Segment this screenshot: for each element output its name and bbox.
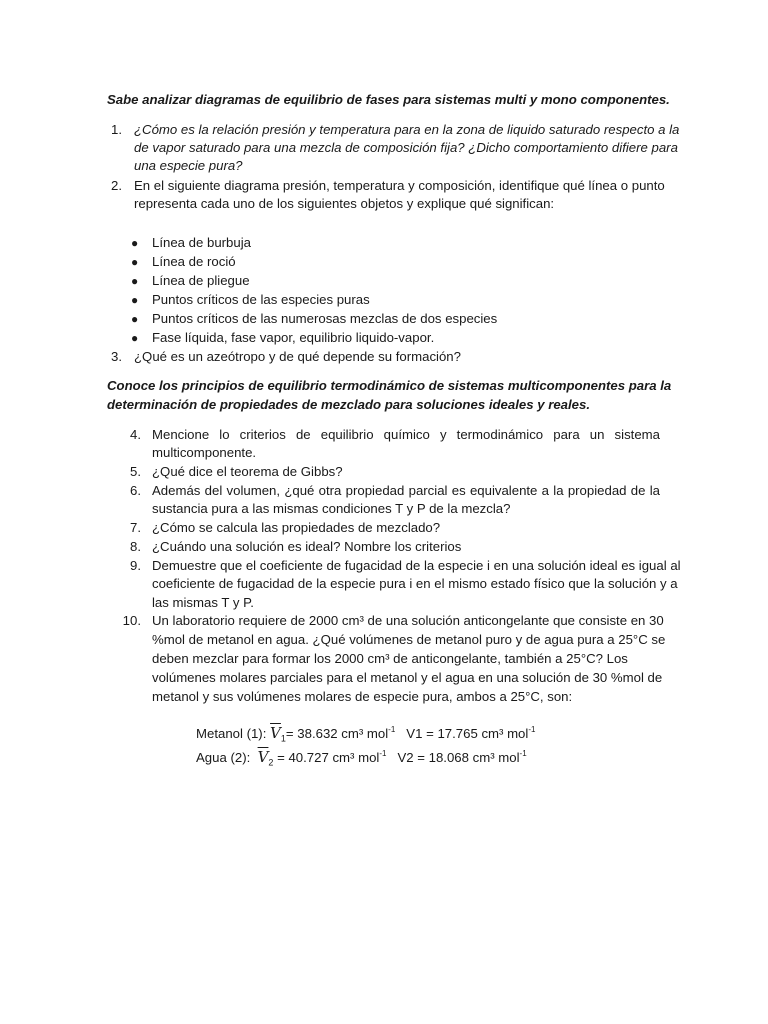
question-4-line: multicomponente.	[152, 445, 257, 460]
question-1-line: ¿Cómo es la relación presión y temperatura para en la zona de liquido saturado respecto a la	[134, 122, 680, 137]
unit-exponent: -1	[519, 749, 527, 758]
pure-molar-volume-value: V2 = 18.068 cm³ mol	[397, 750, 520, 765]
question-number: 8.	[130, 539, 141, 554]
question-number: 6.	[130, 483, 141, 498]
unit-exponent: -1	[388, 725, 396, 734]
bullet-icon: ●	[131, 255, 139, 269]
bullet-icon: ●	[131, 274, 139, 288]
bullet-item: Puntos críticos de las numerosas mezclas de dos especies	[152, 311, 498, 326]
question-5-text: ¿Qué dice el teorema de Gibbs?	[152, 464, 343, 479]
question-number: 4.	[130, 427, 141, 442]
pure-molar-volume-value: V1 = 17.765 cm³ mol	[406, 726, 529, 741]
partial-molar-volume-symbol: $\overline{V}$	[270, 724, 281, 742]
question-number: 10.	[122, 613, 141, 628]
partial-molar-volume-symbol: $\overline{V}$	[257, 748, 269, 766]
row-label: Agua (2):	[196, 750, 251, 765]
question-number: 3.	[111, 349, 122, 364]
question-4-line: Mencione lo criterios de equilibrio químico y termodinámico para un sistema	[152, 427, 660, 442]
question-1-line: de vapor saturado para una mezcla de composición fija? ¿Dicho comportamiento difiere para	[134, 140, 678, 155]
question-number: 2.	[111, 178, 122, 193]
bullet-item: Puntos críticos de las especies puras	[152, 292, 370, 307]
question-number: 7.	[130, 520, 141, 535]
row-label: Metanol (1):	[196, 726, 267, 741]
bullet-item: Línea de roció	[152, 254, 236, 269]
question-10-line: Un laboratorio requiere de 2000 cm³ de una solución anticongelante que consiste en 30	[152, 613, 664, 628]
bullet-icon: ●	[131, 331, 139, 345]
section-heading-2: determinación de propiedades de mezclado para soluciones ideales y reales.	[107, 397, 590, 412]
question-9-line: las mismas T y P.	[152, 595, 254, 610]
question-7-text: ¿Cómo se calcula las propiedades de mezclado?	[152, 520, 441, 535]
bullet-item: Línea de pliegue	[152, 273, 250, 288]
question-2-line: En el siguiente diagrama presión, temperatura y composición, identifique qué línea o punto	[134, 178, 665, 193]
question-number: 9.	[130, 558, 141, 573]
question-6-line: sustancia pura a las mismas condiciones T y P de la mezcla?	[152, 501, 511, 516]
molar-volume-row-methanol	[196, 724, 535, 748]
question-10-line: %mol de metanol en agua. ¿Qué volúmenes de metanol puro y de agua pura a 25°C se	[152, 632, 666, 647]
question-10-line: deben mezclar para formar los 2000 cm³ de anticongelante, también a 25°C? Los	[152, 651, 628, 666]
unit-exponent: -1	[528, 725, 536, 734]
question-number: 5.	[130, 464, 141, 479]
question-number: 1.	[111, 122, 122, 137]
molar-volume-row-water	[196, 748, 527, 772]
bullet-icon: ●	[131, 236, 139, 250]
unit-exponent: -1	[379, 749, 387, 758]
bullet-icon: ●	[131, 293, 139, 307]
question-8-text: ¿Cuándo una solución es ideal? Nombre los criterios	[152, 539, 462, 554]
question-10-line: volúmenes molares parciales para el metanol y el agua en una solución de 30 %mol de	[152, 670, 663, 685]
bullet-icon: ●	[131, 312, 139, 326]
partial-molar-volume-value: = 40.727 cm³ mol	[273, 750, 380, 765]
question-6-line: Además del volumen, ¿qué otra propiedad parcial es equivalente a la propiedad de la	[152, 483, 660, 498]
question-3-text: ¿Qué es un azeótropo y de qué depende su formación?	[134, 349, 461, 364]
question-9-line: Demuestre que el coeficiente de fugacidad de la especie i en una solución ideal es igual al	[152, 558, 681, 573]
section-heading-2: Conoce los principios de equilibrio termodinámico de sistemas multicomponentes para la	[107, 378, 672, 393]
bullet-item: Línea de burbuja	[152, 235, 251, 250]
symbol-subscript: 2	[268, 757, 274, 768]
bullet-item: Fase líquida, fase vapor, equilibrio liquido-vapor.	[152, 330, 435, 345]
question-10-line: metanol y sus volúmenes molares de especie pura, ambos a 25°C, son:	[152, 689, 573, 704]
question-9-line: coeficiente de fugacidad de la especie pura i en el mismo estado físico que la solución y a	[152, 576, 678, 591]
question-2-line: representa cada uno de los siguientes objetos y explique qué significan:	[134, 196, 555, 211]
question-1-line: una especie pura?	[134, 158, 243, 173]
section-heading-1: Sabe analizar diagramas de equilibrio de fases para sistemas multi y mono componentes.	[107, 92, 670, 107]
partial-molar-volume-value: = 38.632 cm³ mol	[285, 726, 389, 741]
symbol-subscript: 1	[280, 733, 286, 744]
